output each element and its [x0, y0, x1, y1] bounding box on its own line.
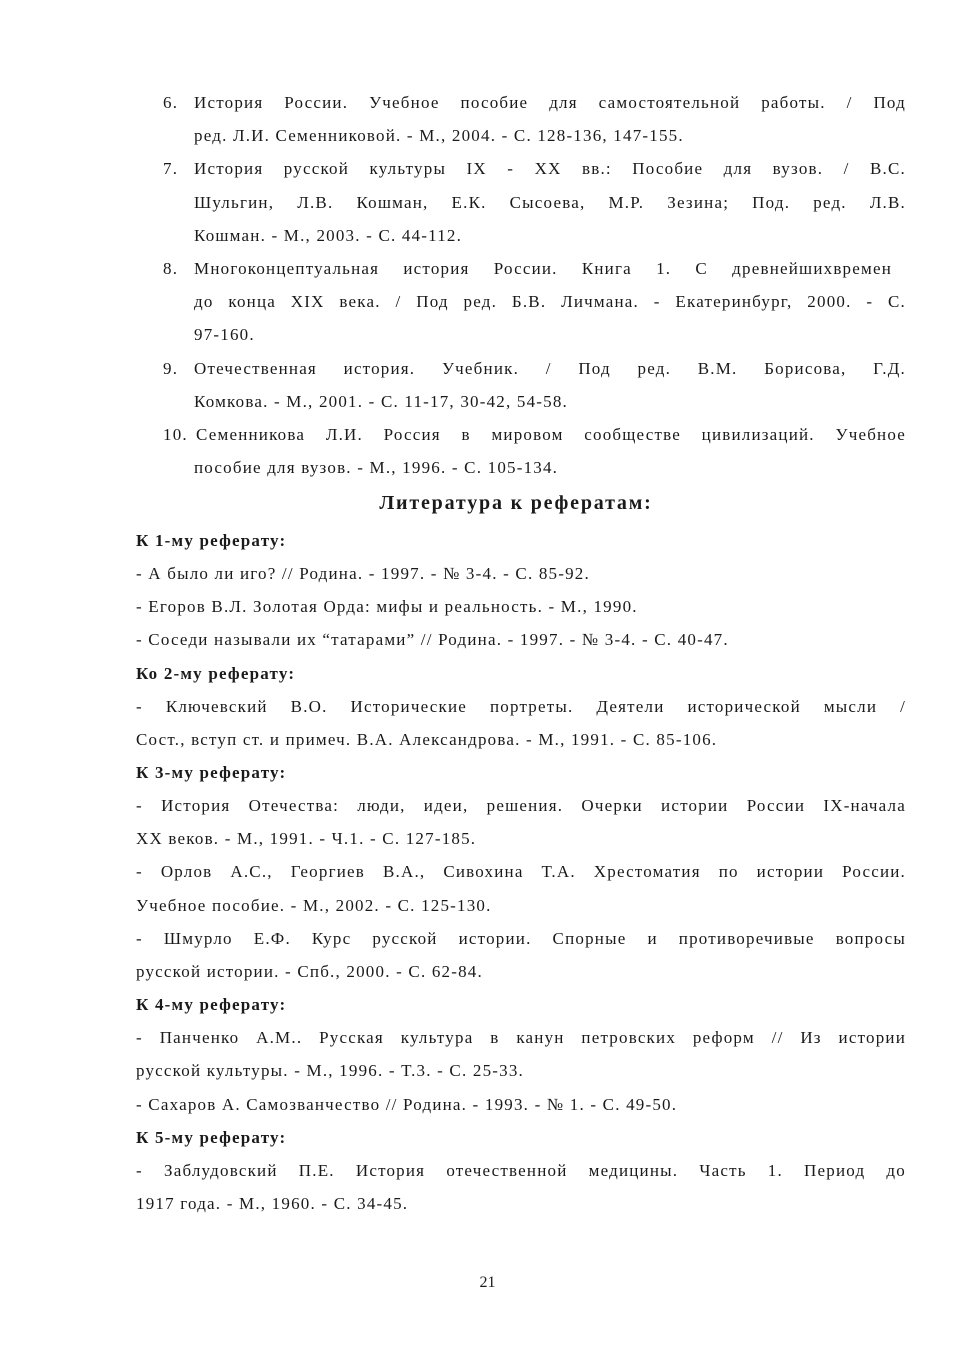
- list-item-line: Многоконцептуальная история России. Книга 1. С древнейшихвремен: [194, 259, 892, 278]
- list-number: 8.: [163, 259, 179, 278]
- section-title: К 1-му реферату:: [136, 531, 287, 550]
- list-item-line: Комкова. - М., 2001. - С. 11-17, 30-42, 54-58.: [194, 392, 568, 411]
- section-title: К 4-му реферату:: [136, 995, 287, 1014]
- list-number: 6.: [163, 93, 179, 112]
- reference-line: русской культуры. - М., 1996. - Т.3. - С. 25-33.: [136, 1061, 524, 1080]
- list-number: 7.: [163, 159, 179, 178]
- list-item-line: Отечественная история. Учебник. / Под ред. В.М. Борисова, Г.Д.: [194, 359, 906, 378]
- list-item-line: Кошман. - М., 2003. - С. 44-112.: [194, 226, 463, 245]
- list-number: 9.: [163, 359, 179, 378]
- list-item-line: Семенникова Л.И. Россия в мировом сообществе цивилизаций. Учебное: [196, 425, 906, 444]
- page-number: 21: [479, 1274, 496, 1291]
- reference-line: - Шмурло Е.Ф. Курс русской истории. Спорные и противоречивые вопросы: [136, 929, 906, 948]
- list-item-line: Шульгин, Л.В. Кошман, Е.К. Сысоева, М.Р. Зезина; Под. ред. Л.В.: [194, 193, 906, 212]
- list-item-line: до конца XIX века. / Под ред. Б.В. Личмана. - Екатеринбург, 2000. - С.: [194, 292, 906, 311]
- list-number: 10.: [163, 425, 188, 444]
- reference-line: Учебное пособие. - М., 2002. - С. 125-130.: [136, 896, 492, 915]
- reference-line: - Егоров В.Л. Золотая Орда: мифы и реальность. - М., 1990.: [136, 597, 638, 616]
- reference-line: - Орлов А.С., Георгиев В.А., Сивохина Т.А. Хрестоматия по истории России.: [136, 862, 906, 881]
- list-item-line: История России. Учебное пособие для самостоятельной работы. / Под: [194, 93, 906, 112]
- section-heading: Литература к рефератам:: [379, 492, 653, 514]
- reference-line: - Заблудовский П.Е. История отечественной медицины. Часть 1. Период до: [136, 1161, 906, 1180]
- reference-line: - Соседи называли их “татарами” // Родина. - 1997. - № 3-4. - С. 40-47.: [136, 630, 729, 649]
- reference-line: Сост., вступ ст. и примеч. В.А. Александрова. - М., 1991. - С. 85-106.: [136, 730, 718, 749]
- reference-line: - А было ли иго? // Родина. - 1997. - № 3-4. - С. 85-92.: [136, 564, 590, 583]
- section-title: Ко 2-му реферату:: [136, 664, 296, 683]
- list-item-line: ред. Л.И. Семенниковой. - М., 2004. - С. 128-136, 147-155.: [194, 126, 684, 145]
- list-item-line: История русской культуры IX - XX вв.: Пособие для вузов. / В.С.: [194, 159, 906, 178]
- section-title: К 3-му реферату:: [136, 763, 287, 782]
- reference-line: XX веков. - М., 1991. - Ч.1. - С. 127-185.: [136, 829, 477, 848]
- section-title: К 5-му реферату:: [136, 1128, 287, 1147]
- reference-line: - Сахаров А. Самозванчество // Родина. - 1993. - № 1. - С. 49-50.: [136, 1095, 678, 1114]
- list-item-line: 97-160.: [194, 325, 255, 344]
- reference-line: - Панченко А.М.. Русская культура в канун петровских реформ // Из истории: [136, 1028, 906, 1047]
- reference-line: русской истории. - Спб., 2000. - С. 62-84.: [136, 962, 483, 981]
- reference-line: 1917 года. - М., 1960. - С. 34-45.: [136, 1194, 409, 1213]
- list-item-line: пособие для вузов. - М., 1996. - С. 105-134.: [194, 458, 559, 477]
- reference-line: - История Отечества: люди, идеи, решения. Очерки истории России IX-начала: [136, 796, 906, 815]
- reference-line: - Ключевский В.О. Исторические портреты. Деятели исторической мысли /: [136, 697, 906, 716]
